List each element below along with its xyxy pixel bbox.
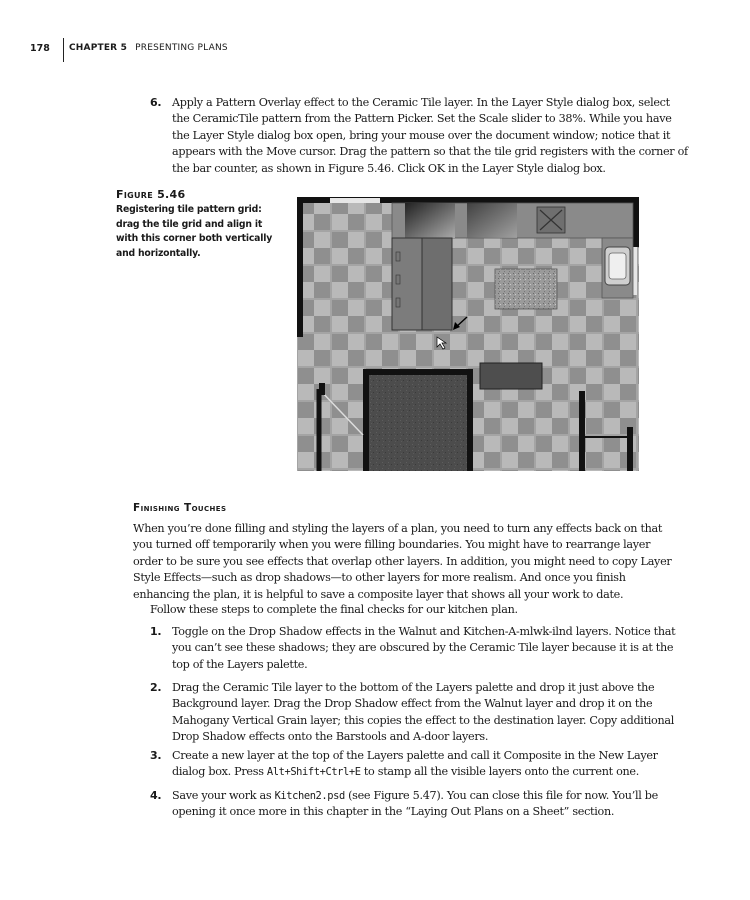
step-text-end: to stamp all the visible layers onto the current one. (360, 765, 639, 779)
figure-label: Figure 5.46 (116, 188, 186, 201)
step-text (172, 748, 690, 781)
step-text: Drag the Ceramic Tile layer to the bottom of the Layers palette and drop it just above the Background layer. Drag the Drop Shadow effect from the Walnut layer and drop it on the Mahogany Vertical Grain layer; this copies the effect to the destination layer. Copy additional Drop Shadow effects onto the Barstools and A-door layers. (172, 681, 675, 744)
running-header (0, 38, 750, 62)
step-number: 1. (150, 625, 162, 638)
step-text-start: Save your work as (172, 789, 275, 802)
step-text (172, 788, 690, 821)
page-number: 178 (30, 43, 50, 54)
step-number: 3. (150, 749, 162, 762)
figure-caption (116, 188, 276, 261)
chapter-label: CHAPTER 5 (69, 43, 128, 53)
step-number: 2. (150, 681, 162, 694)
step-text: Toggle on the Drop Shadow effects in the Walnut and Kitchen-A-mlwk-ilnd layers. Notice that you can’t see these shadows; they are obscured by the Ceramic Tile layer because it is at the top of the Layers palette. (172, 625, 676, 671)
chapter-title: PRESENTING PLANS (135, 43, 228, 53)
header-divider (63, 38, 64, 62)
section-paragraph: When you’re done filling and styling the layers of a plan, you need to turn any effects back on that you turned off temporarily when you were filling boundaries. You might have to rearrange layer order to be sure you see effects that overlap other layers. In addition, you might need to copy Layer Style Effects—such as drop shadows—to other layers for more realism. And once you finish enhancing the plan, it is helpful to save a composite layer that shows all your work to date. (133, 522, 672, 601)
step-text-end: (see Figure 5.47). You can close this file for now. You’ll be opening it once more in this chapter in the “Laying Out Plans on a Sheet” section. (172, 789, 658, 819)
chapter-heading (69, 43, 228, 53)
step-item (150, 680, 690, 746)
intro-step (150, 95, 690, 177)
section-heading: Finishing Touches (133, 502, 227, 514)
step-item (150, 624, 690, 673)
section-follow-text: Follow these steps to complete the final checks for our kitchen plan. (150, 603, 518, 616)
step-item (150, 748, 690, 781)
step-number: 6. (150, 96, 162, 109)
step-item (150, 788, 690, 821)
file-name: Kitchen2.psd (274, 790, 345, 802)
figure-caption-text: Registering tile pattern grid: drag the tile grid and align it with this corner both vertically and horizontally. (116, 204, 273, 259)
step-number: 4. (150, 789, 162, 802)
step-text: Apply a Pattern Overlay effect to the Ceramic Tile layer. In the Layer Style dialog box, select the CeramicTile pattern from the Pattern Picker. Set the Scale slider to 38%. While you have the Layer Style dialog box open, bring your mouse over the document window; notice that it appears with the Move cursor. Drag the pattern so that the tile grid registers with the corner of the bar counter, as shown in Figure 5.46. Click OK in the Layer Style dialog box. (172, 96, 688, 175)
kitchen-plan-image (297, 197, 639, 471)
keyboard-shortcut: Alt+Shift+Ctrl+E (266, 766, 361, 779)
step-text-start: Create a new layer at the top of the Layers palette and call it Composite in the New Layer dialog box. Press (172, 749, 658, 779)
kitchen-plan-figure (297, 197, 639, 471)
